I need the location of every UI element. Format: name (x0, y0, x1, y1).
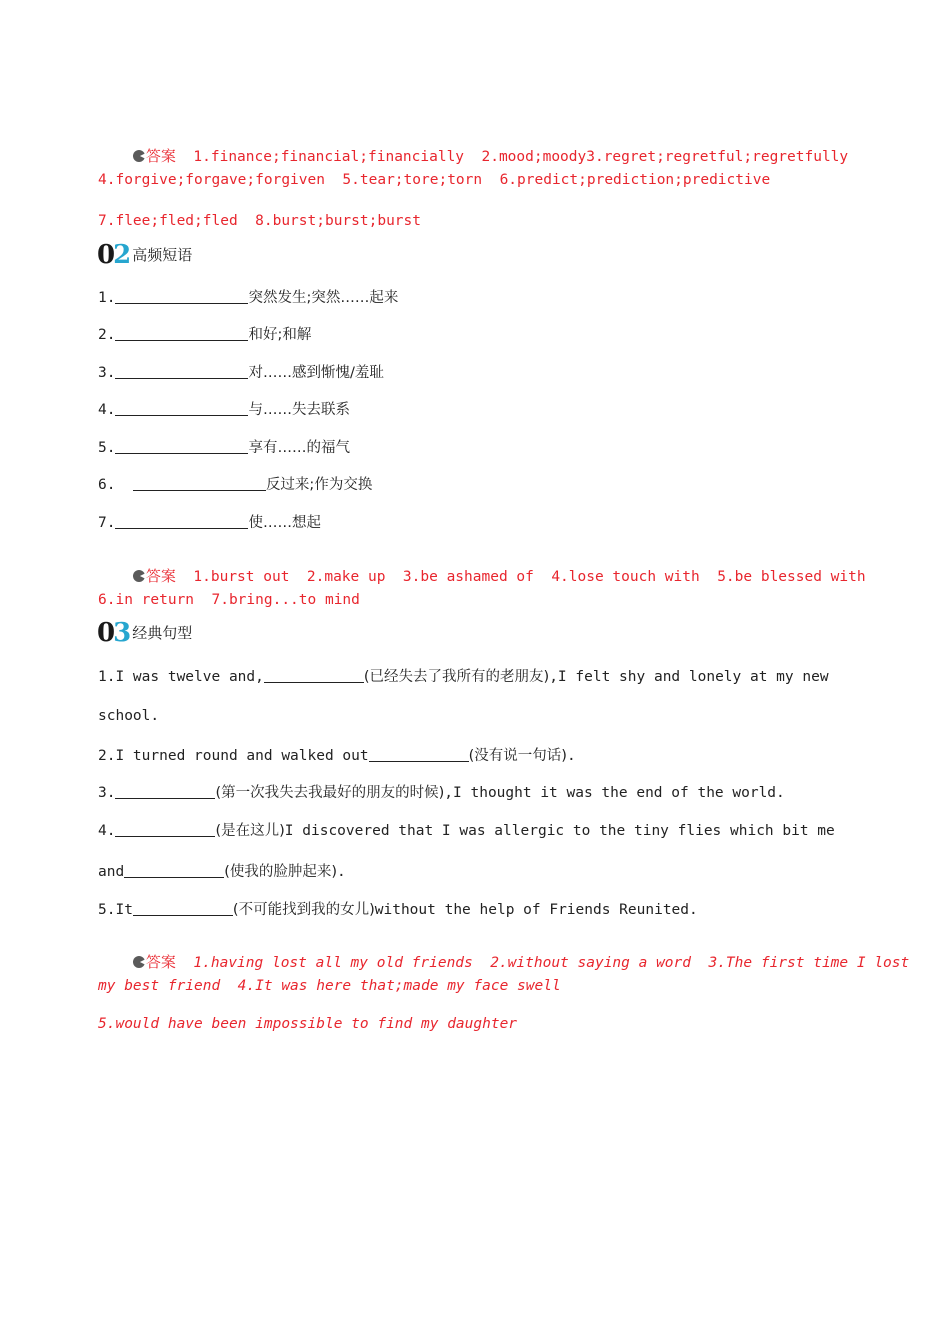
section-number-zero: 0 (97, 618, 114, 648)
answer-text: 1.finance;financial;financially 2.mood;moody3.regret;regretful;regretfully (193, 149, 849, 165)
sentence-item: 1.I was twelve and, (已经失去了我所有的老朋友),I felt shy and lonely at my new (98, 669, 829, 685)
answer-label: 答案 (145, 567, 176, 585)
sentence-item: 2.I turned round and walked out (没有说一句话). (98, 748, 576, 764)
answer-text: 1.having lost all my old friends 2.without saying a word 3.The first time I lost (193, 955, 910, 971)
answer-line: my best friend 4.It was here that;made my face swell (98, 978, 561, 994)
section-heading (97, 618, 192, 648)
sentence-item: 4. (是在这儿)I discovered that I was allergic to the tiny flies which bit me (98, 823, 835, 839)
answer-blank (115, 513, 248, 529)
answer-blank (115, 400, 248, 416)
answer-blank (115, 783, 215, 799)
answer-blank (115, 325, 248, 341)
sentence-item: 5.It (不可能找到我的女儿)without the help of Friends Reunited. (98, 902, 698, 918)
answer-icon (133, 956, 145, 968)
answer-line: 4.forgive;forgave;forgiven 5.tear;tore;torn 6.predict;prediction;predictive (98, 172, 771, 188)
answer-blank (124, 862, 224, 878)
phrase-item: 1. 突然发生;突然……起来 (98, 290, 399, 306)
answer-icon (133, 150, 145, 162)
phrase-item: 2. 和好;和解 (98, 327, 312, 343)
phrase-item: 5. 享有……的福气 (98, 440, 350, 456)
answer-blank (115, 288, 248, 304)
sentence-item: 3. (第一次我失去我最好的朋友的时候),I thought it was the end of the world. (98, 785, 785, 801)
answer-label: 答案 (145, 953, 176, 971)
answer-icon (133, 570, 145, 582)
sentence-continuation: and (使我的脸肿起来). (98, 864, 346, 880)
phrase-item: 6. 反过来;作为交换 (98, 477, 373, 493)
phrase-item: 7. 使……想起 (98, 515, 321, 531)
answer-blank (369, 746, 469, 762)
phrase-item: 4. 与……失去联系 (98, 402, 350, 418)
answer-blank (133, 475, 266, 491)
section-number: 3 (113, 618, 132, 648)
answer-label: 答案 (145, 147, 176, 165)
section-number-zero: 0 (97, 240, 114, 270)
answer-line: 7.flee;fled;fled 8.burst;burst;burst (98, 213, 422, 229)
answer-line: 5.would have been impossible to find my daughter (98, 1016, 518, 1032)
answer-blank (133, 900, 233, 916)
section-title: 高频短语 (132, 246, 193, 264)
section-title: 经典句型 (132, 624, 193, 642)
section-heading (97, 240, 192, 270)
phrase-item: 3. 对……感到惭愧/羞耻 (98, 365, 384, 381)
answer-text: 1.burst out 2.make up 3.be ashamed of 4.lose touch with 5.be blessed with (193, 569, 866, 585)
answer-blank (115, 821, 215, 837)
answer-blank (115, 363, 248, 379)
answer-line: 6.in return 7.bring...to mind (98, 592, 360, 608)
answer-blank (115, 438, 248, 454)
answer-blank (264, 667, 364, 683)
section-number: 2 (113, 240, 132, 270)
sentence-continuation: school. (98, 708, 160, 724)
